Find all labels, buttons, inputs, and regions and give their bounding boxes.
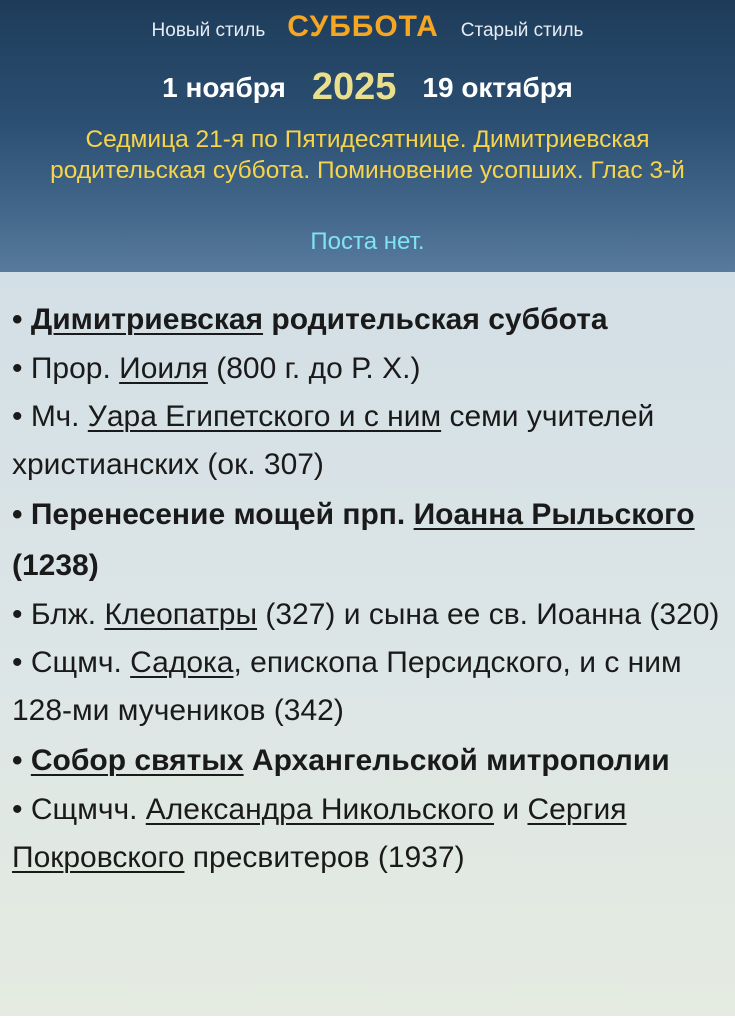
commemoration-text: и (494, 793, 528, 826)
new-style-label: Новый стиль (151, 20, 266, 41)
style-row (0, 10, 735, 48)
commemoration-item (12, 294, 724, 345)
commemoration-prefix: Мч. (30, 400, 88, 433)
bullet: • (12, 646, 31, 679)
commemoration-text: (327) и сына ее св. Иоанна (320) (257, 598, 720, 631)
commemoration-item (12, 591, 724, 639)
fast-status: Поста нет. (310, 228, 425, 255)
new-style-date: 1 ноября (162, 71, 286, 103)
commemoration-item (12, 345, 724, 393)
commemoration-link[interactable]: Сергия Покровского (12, 793, 627, 874)
commemoration-link[interactable]: Клеопатры (104, 598, 258, 631)
bullet: • (12, 498, 31, 531)
commemoration-item (12, 489, 724, 591)
bullet: • (12, 598, 31, 631)
commemoration-text: (800 г. до Р. Х.) (207, 352, 421, 385)
commemoration-link[interactable]: Александра Никольского (145, 793, 495, 826)
commemoration-item (12, 786, 724, 882)
commemoration-item (12, 639, 724, 735)
commemoration-prefix: Сщмч. (30, 646, 131, 679)
bullet: • (12, 303, 31, 336)
sedmica-description: Седмица 21-я по Пятидесятнице. Димитриевская родительская суббота. Поминовение усопших. Глас 3-й (50, 126, 685, 184)
commemoration-link[interactable]: Димитриевская (30, 303, 264, 336)
bullet: • (12, 744, 31, 777)
commemoration-prefix: Блж. (30, 598, 105, 631)
date-row (0, 66, 735, 109)
commemorations-panel (0, 272, 735, 1016)
commemoration-link[interactable]: Иоиля (119, 352, 208, 385)
weekday-title: СУББОТА (287, 10, 439, 43)
commemoration-link[interactable]: Уара Египетского и с ним (87, 400, 442, 433)
commemoration-prefix: Перенесение мощей прп. (30, 498, 414, 531)
commemoration-link[interactable]: Собор святых (30, 744, 244, 777)
bullet: • (12, 400, 31, 433)
commemoration-link[interactable]: Иоанна Рыльского (413, 498, 695, 531)
bullet: • (12, 793, 31, 826)
commemoration-prefix: Прор. (30, 352, 120, 385)
commemoration-text: пресвитеров (1937) (184, 841, 465, 874)
day-header (0, 0, 735, 272)
old-style-label: Старый стиль (460, 20, 584, 41)
commemoration-text: родительская суббота (263, 303, 608, 336)
old-style-date: 19 октября (422, 71, 573, 103)
commemoration-prefix: Сщмчч. (30, 793, 146, 826)
commemoration-item (12, 393, 724, 489)
year-label: 2025 (311, 66, 397, 108)
commemoration-text: , епископа Персидского, и с ним 128-ми мучеников (342) (12, 646, 682, 727)
bullet: • (12, 352, 31, 385)
commemoration-text: семи учителей христианских (ок. 307) (12, 400, 655, 481)
commemoration-text: (1238) (12, 549, 99, 582)
commemoration-item (12, 735, 724, 786)
commemoration-text: Архангельской митрополии (243, 744, 670, 777)
commemorations-list (12, 294, 724, 882)
commemoration-link[interactable]: Садока (130, 646, 234, 679)
